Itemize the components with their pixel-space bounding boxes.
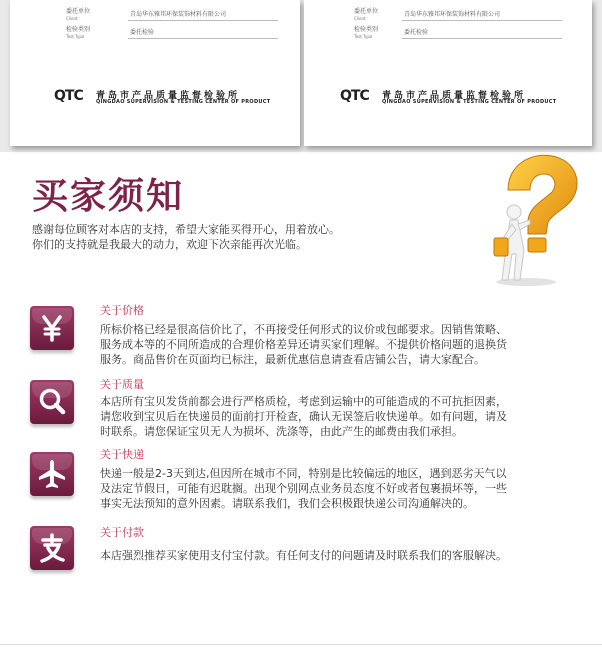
intro-line: 感谢每位顾客对本店的支持，希望大家能买得开心，用着放心。 (32, 223, 340, 236)
org-name-cn: 青岛市产品质量监督检验所 (96, 91, 241, 101)
certificate-strip (0, 0, 602, 152)
notice-line: 及法定节假日，可能有迟耽搁。出现个别网点业务员态度不好或者包裹损坏等，一些 (100, 482, 507, 495)
notice-line: 所标价格已经是很高信价比了，不再接受任何形式的议价或包邮要求。因销售策略、 (100, 323, 507, 336)
client-label: 委托单位 (354, 8, 379, 15)
delivery-icon-tile (30, 452, 74, 496)
divider (402, 38, 562, 39)
question-mark-figure-icon (474, 150, 584, 290)
org-name-en: QINGDAO SUPERVISION & TESTING CENTER OF PRODUCT (96, 99, 271, 105)
test-type-label: 检验类别 (66, 26, 91, 33)
notice-body (100, 322, 570, 367)
client-label: 委托单位 (66, 8, 91, 15)
test-type-value: 委托检验 (404, 29, 429, 36)
intro-line: 你们的支持就是我最大的动力，欢迎下次亲能再次光临。 (32, 238, 307, 251)
notice-line: 快递一般是2-3天到达,但因所在城市不同，特别是比较偏远的地区，遇到恶劣天气以 (100, 467, 507, 480)
notice-title: 关于价格 (100, 304, 144, 317)
client-label-en: Client (354, 16, 366, 21)
test-certificate-right (304, 0, 592, 146)
notice-body (100, 394, 570, 439)
notice-line: 请您收到宝贝后在快递员的面前打开检查，确认无误签后收快递单。如有问题，请及 (100, 410, 507, 423)
yen-icon (36, 312, 68, 344)
notice-title: 关于付款 (100, 526, 144, 539)
notice-body (100, 548, 570, 563)
test-type-label-en: Test Type (354, 34, 373, 39)
qtc-mark: QTC (340, 88, 369, 104)
notice-line: 服务成本等的不同所造成的合理价格差异还请买家们理解。不提供价格问题的退换货 (100, 338, 507, 351)
notice-line: 本店所有宝贝发货前都会进行严格质检，考虑到运输中的可能造成的不可抗拒因素， (100, 395, 507, 408)
price-icon-tile (30, 306, 74, 350)
divider (128, 20, 278, 21)
notice-line: 事实无法预知的意外因素。请联系我们，我们会积极跟快递公司沟通解决的。 (100, 497, 474, 510)
test-certificate-left (10, 0, 300, 146)
test-type-label: 检验类别 (354, 26, 379, 33)
notice-title: 关于快递 (100, 448, 144, 461)
client-label-en: Client (66, 16, 78, 21)
client-value: 青岛华东雅邦环保装饰材料有限公司 (404, 11, 501, 18)
client-value: 青岛华东雅邦环保装饰材料有限公司 (130, 11, 227, 18)
divider (0, 644, 602, 645)
notice-line: 服务。商品售价在页面均已标注，最新优惠信息请查看店铺公告，请大家配合。 (100, 353, 485, 366)
notice-line: 时联系。请您保证宝贝无人为损坏、洗涤等，由此产生的邮费由我们承担。 (100, 425, 463, 438)
notice-line: 本店强烈推荐买家使用支付宝付款。有任何支付的问题请及时联系我们的客服解决。 (100, 549, 507, 562)
qtc-mark: QTC (54, 88, 83, 104)
org-name-cn: 青岛市产品质量监督检验所 (382, 91, 527, 101)
divider (128, 38, 278, 39)
airplane-icon (36, 458, 68, 490)
payment-icon-tile (30, 526, 74, 570)
intro-text (32, 222, 340, 252)
test-type-value: 委托检验 (130, 29, 155, 36)
test-type-label-en: Test Type (66, 34, 85, 39)
notice-title: 关于质量 (100, 378, 144, 391)
quality-icon-tile (30, 380, 74, 424)
notice-body (100, 466, 570, 511)
magnifier-icon (36, 386, 68, 418)
page-title: 买家须知 (32, 176, 185, 217)
divider (402, 20, 562, 21)
org-name-en: QINGDAO SUPERVISION & TESTING CENTER OF PRODUCT (382, 99, 557, 105)
alipay-icon (36, 532, 68, 564)
